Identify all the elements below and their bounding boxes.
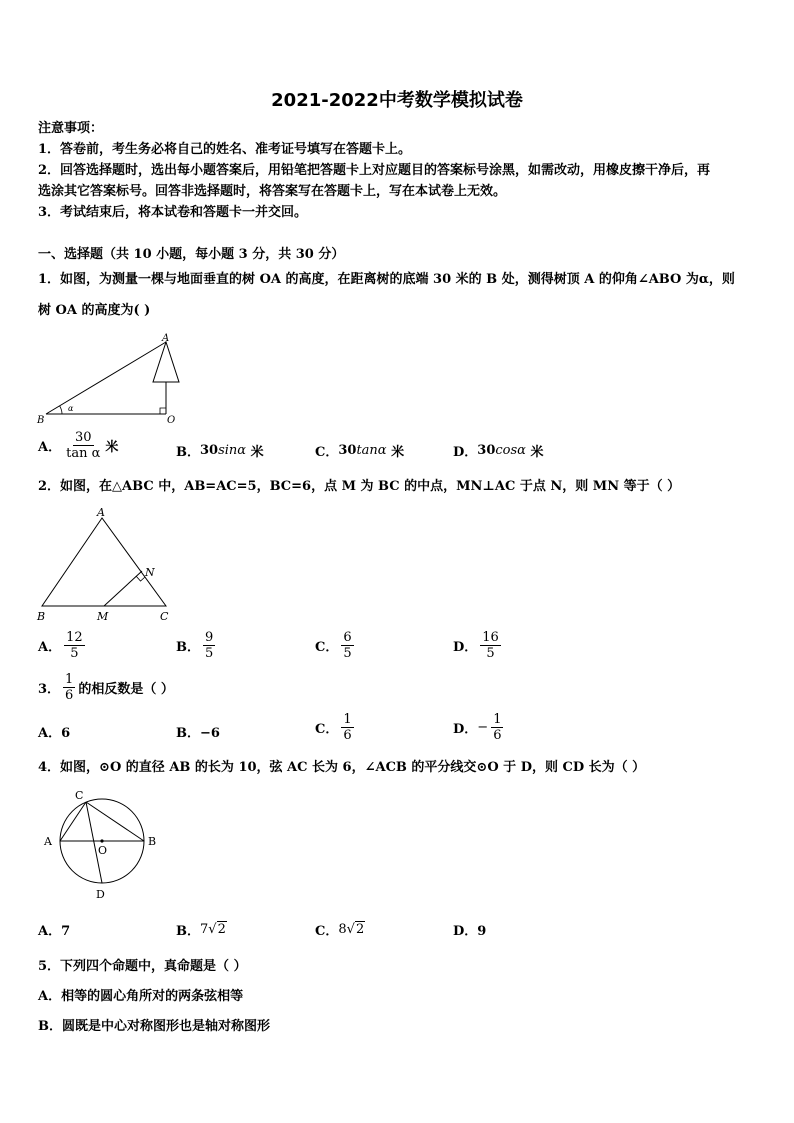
q3-option-d-fraction [491,712,503,743]
q3-option-c-label: C． [315,722,339,737]
q2-label-m: M [97,610,109,623]
q2-label-a: A [97,506,105,519]
q4-option-b-radicand: 2 [217,922,226,937]
q3-option-d[interactable] [453,712,506,743]
q4-chord-cb [86,802,144,841]
q1-option-b-unit: 米 [246,445,264,460]
notice-item-3: 3．考试结束后，将本试卷和答题卡一并交回。 [38,205,308,220]
q5-option-a[interactable]: A．相等的圆心角所对的两条弦相等 [38,989,244,1004]
q2-option-c-label: C． [315,640,339,655]
q3-option-d-denominator: 6 [493,728,502,743]
q4-option-c-radicand: 2 [355,922,365,937]
q1-angle-arc [60,406,62,414]
q4-center-dot [100,839,103,842]
q1-option-b-function: sinα [218,443,247,458]
q4-option-c-value [338,922,365,937]
q1-option-c-unit: 米 [386,445,405,460]
q4-label-c: C [75,789,84,802]
q4-text: 4．如图，⊙O 的直径 AB 的长为 10，弦 AC 长为 6，∠ACB 的平分线交⊙O 于 D，则 CD 长为（ ） [38,760,646,775]
q1-option-a-fraction [64,430,102,461]
q4-chord-ac [60,802,86,841]
q2-option-c-numerator: 6 [343,630,352,645]
q2-option-b-denominator: 5 [205,646,214,661]
q4-option-b[interactable] [176,920,227,939]
q2-figure [34,504,180,626]
section-heading: 一、选择题（共 10 小题，每小题 3 分，共 30 分） [38,247,345,262]
q1-segment-ba [46,342,166,414]
q1-option-b-label: B． [176,445,200,460]
q3-option-c[interactable] [315,712,357,743]
q4-figure [38,786,170,904]
q1-label-a: A [162,333,170,344]
q1-option-a-denominator: tan α [66,446,101,461]
q3-denominator: 6 [65,688,74,703]
q1-option-a-numerator: 30 [74,430,92,445]
q1-line-2: 树 OA 的高度为( ) [38,303,151,318]
q2-option-d-numerator: 16 [482,630,499,645]
q2-option-c-fraction [341,630,353,661]
q4-label-o: O [98,844,108,857]
q5-text: 5．下列四个命题中，真命题是（ ） [38,959,247,974]
q1-option-c-label: C． [315,445,339,460]
q1-option-c-function: tanα [356,443,387,458]
notice-item-1: 1．答卷前，考生务必将自己的姓名、准考证号填写在答题卡上。 [38,142,412,157]
q3-number: 3． [38,682,61,697]
q1-option-c-coefficient: 30 [338,443,357,458]
q4-option-a[interactable]: A．7 [38,924,71,939]
q1-label-o: O [167,415,176,426]
q4-option-b-coefficient: 7 [200,922,209,937]
q2-option-d-denominator: 5 [486,646,495,661]
q2-triangle-abc [42,518,166,606]
q4-label-b: B [148,835,157,848]
q2-label-n: N [145,566,155,579]
q1-option-d[interactable] [453,441,543,460]
q2-option-a[interactable] [38,630,88,661]
q4-option-c[interactable] [315,920,365,939]
q1-label-b: B [37,415,45,426]
q2-option-d[interactable] [453,630,504,661]
q1-option-d-label: D． [453,445,478,460]
q3-option-c-fraction [341,712,353,743]
q2-option-c-denominator: 5 [343,646,352,661]
q2-option-a-numerator: 12 [66,630,83,645]
page-title: 2021-2022中考数学模拟试卷 [271,90,523,111]
q4-option-b-label: B． [176,924,200,939]
q2-option-b[interactable] [176,630,218,661]
q3-text [38,672,174,703]
q1-option-b-coefficient: 30 [200,443,219,458]
q1-option-c[interactable] [315,441,404,460]
q4-option-b-radical-sign: √ [208,922,217,937]
q4-option-c-coefficient: 8 [338,922,347,937]
q4-option-c-radical-sign: √ [346,922,355,937]
q2-option-b-fraction [203,630,215,661]
q4-label-a: A [44,835,52,848]
q1-right-angle-mark [160,408,166,414]
q3-option-c-denominator: 6 [343,728,352,743]
q1-option-a-label: A． [38,440,62,455]
q3-option-d-label: D． [453,722,478,737]
notice-item-2-cont: 选涂其它答案标号。回答非选择题时，将答案写在答题卡上，写在本试卷上无效。 [38,184,507,199]
q3-option-c-numerator: 1 [343,712,352,727]
q4-label-d: D [96,888,105,901]
q2-option-a-fraction [64,630,85,661]
notice-item-2: 2．回答选择题时，选出每小题答案后，用铅笔把答题卡上对应题目的答案标号涂黑，如需改动，用橡皮擦干净后，再 [38,163,711,178]
q3-stem: 的相反数是（ ） [78,682,174,697]
q1-option-b[interactable] [176,441,264,460]
q1-figure [36,330,186,426]
q3-option-b[interactable]: B．−6 [176,726,220,741]
q4-chord-cd [86,802,102,883]
q1-option-a[interactable] [38,430,118,461]
q5-option-b[interactable]: B．圆既是中心对称图形也是轴对称图形 [38,1019,270,1034]
q4-option-b-value [200,922,227,937]
q2-option-b-numerator: 9 [205,630,214,645]
q1-option-d-function: cosα [495,443,526,458]
notice-heading: 注意事项： [38,121,104,136]
q3-option-d-numerator: 1 [493,712,502,727]
q2-text: 2．如图，在△ABC 中，AB=AC=5，BC=6，点 M 为 BC 的中点，MN⊥AC 于点 N，则 MN 等于（ ） [38,479,681,494]
q3-numerator: 1 [65,672,74,687]
q3-option-a[interactable]: A．6 [38,726,71,741]
q2-option-c[interactable] [315,630,357,661]
q2-right-angle-mark [136,576,145,581]
q2-option-a-denominator: 5 [70,646,79,661]
q2-option-a-label: A． [38,640,62,655]
q2-option-b-label: B． [176,640,200,655]
q2-option-d-label: D． [453,640,478,655]
q3-fraction [63,672,75,703]
q1-label-alpha: α [68,404,74,413]
q1-line-1: 1．如图，为测量一棵与地面垂直的树 OA 的高度，在距离树的底端 30 米的 B 处，测得树顶 A 的仰角∠ABO 为α，则 [38,272,735,287]
q2-option-d-fraction [480,630,501,661]
q3-option-d-sign: − [477,720,489,735]
q1-option-d-coefficient: 30 [477,443,496,458]
q2-label-c: C [160,610,169,623]
q1-option-d-unit: 米 [525,445,544,460]
q2-label-b: B [37,610,46,623]
q4-option-c-label: C． [315,924,339,939]
q1-option-a-unit: 米 [105,440,119,455]
q4-option-d[interactable]: D．9 [453,924,487,939]
